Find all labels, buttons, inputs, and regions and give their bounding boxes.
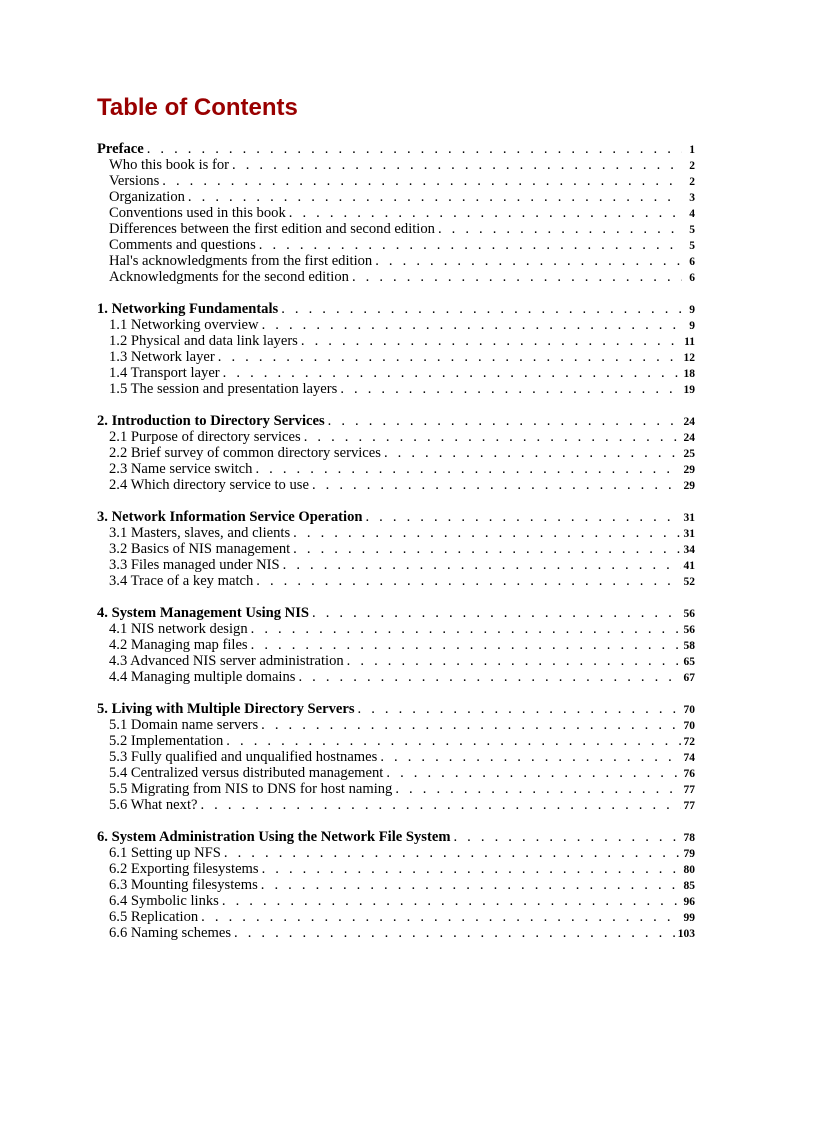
toc-entry-title: 2.1 Purpose of directory services bbox=[109, 429, 301, 445]
toc-section-link[interactable] bbox=[97, 157, 695, 173]
toc-page-number: 19 bbox=[683, 384, 695, 396]
dot-leader bbox=[188, 189, 682, 205]
toc-page-number: 52 bbox=[683, 576, 695, 588]
toc-entry-title: 1.3 Network layer bbox=[109, 349, 215, 365]
toc-page-number: 11 bbox=[684, 336, 695, 348]
toc-entry-title: 2.4 Which directory service to use bbox=[109, 477, 309, 493]
toc-section-link[interactable] bbox=[97, 189, 695, 205]
dot-leader bbox=[281, 301, 682, 317]
toc-section-link[interactable] bbox=[97, 877, 695, 893]
dot-leader bbox=[328, 413, 681, 429]
toc-entry-title: 2.2 Brief survey of common directory services bbox=[109, 445, 381, 461]
toc-section-link[interactable] bbox=[97, 653, 695, 669]
toc-entry-title: 6.1 Setting up NFS bbox=[109, 845, 221, 861]
toc-page-number: 2 bbox=[689, 160, 695, 172]
toc-page-number: 29 bbox=[683, 464, 695, 476]
toc-section-link[interactable] bbox=[97, 733, 695, 749]
toc-entry-title: 5. Living with Multiple Directory Servers bbox=[97, 701, 355, 717]
toc-page-number: 2 bbox=[689, 176, 695, 188]
toc-entry-title: 1.2 Physical and data link layers bbox=[109, 333, 298, 349]
toc-section-link[interactable] bbox=[97, 269, 695, 285]
toc-entry-title: 5.6 What next? bbox=[109, 797, 198, 813]
toc-entry-title: 4.4 Managing multiple domains bbox=[109, 669, 296, 685]
toc-entry-title: Versions bbox=[109, 173, 160, 189]
toc-entry-title: 4.3 Advanced NIS server administration bbox=[109, 653, 344, 669]
toc-section-link[interactable] bbox=[97, 205, 695, 221]
toc-section-link[interactable] bbox=[97, 637, 695, 653]
dot-leader bbox=[224, 845, 681, 861]
dot-leader bbox=[262, 317, 682, 333]
toc-section bbox=[97, 701, 695, 813]
toc-page-number: 79 bbox=[683, 848, 695, 860]
toc-entry-title: 5.3 Fully qualified and unqualified hostnames bbox=[109, 749, 378, 765]
toc-section-link[interactable] bbox=[97, 429, 695, 445]
toc-section-link[interactable] bbox=[97, 893, 695, 909]
dot-leader bbox=[375, 253, 682, 269]
toc-page-number: 12 bbox=[683, 352, 695, 364]
dot-leader bbox=[358, 701, 681, 717]
toc-entry-title: 2.3 Name service switch bbox=[109, 461, 253, 477]
toc-page-number: 41 bbox=[683, 560, 695, 572]
toc-page-number: 4 bbox=[689, 208, 695, 220]
dot-leader bbox=[222, 893, 681, 909]
toc-page-number: 78 bbox=[683, 832, 695, 844]
toc-entry-title: 5.5 Migrating from NIS to DNS for host naming bbox=[109, 781, 393, 797]
dot-leader bbox=[262, 861, 681, 877]
toc-section-link[interactable] bbox=[97, 445, 695, 461]
toc-page-number: 5 bbox=[689, 240, 695, 252]
dot-leader bbox=[365, 509, 680, 525]
toc-section-link[interactable] bbox=[97, 333, 695, 349]
toc-section-link[interactable] bbox=[97, 381, 695, 397]
toc-entry-title: 1.1 Networking overview bbox=[109, 317, 259, 333]
toc-page-number: 74 bbox=[683, 752, 695, 764]
toc-entry-title: 5.1 Domain name servers bbox=[109, 717, 259, 733]
dot-leader bbox=[259, 237, 682, 253]
dot-leader bbox=[251, 621, 681, 637]
dot-leader bbox=[380, 749, 680, 765]
toc-section bbox=[97, 301, 695, 397]
toc-section-link[interactable] bbox=[97, 221, 695, 237]
toc-page-number: 76 bbox=[683, 768, 695, 780]
dot-leader bbox=[261, 877, 681, 893]
toc-page-number: 65 bbox=[683, 656, 695, 668]
toc-entry-title: 3.4 Trace of a key match bbox=[109, 573, 254, 589]
toc-section bbox=[97, 605, 695, 685]
dot-leader bbox=[256, 573, 680, 589]
toc-chapter-link[interactable] bbox=[97, 413, 695, 429]
dot-leader bbox=[301, 333, 681, 349]
toc-page-number: 31 bbox=[683, 528, 695, 540]
toc-page-number: 5 bbox=[689, 224, 695, 236]
toc-page-number: 6 bbox=[689, 272, 695, 284]
toc-page-number: 99 bbox=[683, 912, 695, 924]
toc-page-number: 25 bbox=[683, 448, 695, 460]
dot-leader bbox=[234, 925, 675, 941]
toc-entry-title: 1.4 Transport layer bbox=[109, 365, 220, 381]
page-title: Table of Contents bbox=[97, 94, 298, 121]
dot-leader bbox=[223, 365, 681, 381]
toc-section-link[interactable] bbox=[97, 925, 695, 941]
toc-page-number: 85 bbox=[683, 880, 695, 892]
toc-chapter-link[interactable] bbox=[97, 701, 695, 717]
dot-leader bbox=[255, 461, 680, 477]
dot-leader bbox=[304, 429, 681, 445]
toc-entry-title: Comments and questions bbox=[109, 237, 256, 253]
toc-page bbox=[97, 94, 695, 957]
toc-section-link[interactable] bbox=[97, 845, 695, 861]
dot-leader bbox=[293, 541, 680, 557]
toc-list bbox=[97, 141, 695, 941]
toc-section-link[interactable] bbox=[97, 797, 695, 813]
toc-page-number: 58 bbox=[683, 640, 695, 652]
dot-leader bbox=[251, 637, 681, 653]
toc-entry-title: Differences between the first edition and second edition bbox=[109, 221, 435, 237]
toc-page-number: 80 bbox=[683, 864, 695, 876]
toc-page-number: 24 bbox=[683, 416, 695, 428]
toc-section-link[interactable] bbox=[97, 173, 695, 189]
toc-section-link[interactable] bbox=[97, 749, 695, 765]
toc-entry-title: 6.3 Mounting filesystems bbox=[109, 877, 258, 893]
toc-page-number: 9 bbox=[689, 320, 695, 332]
toc-page-number: 3 bbox=[689, 192, 695, 204]
toc-section-link[interactable] bbox=[97, 765, 695, 781]
toc-section-link[interactable] bbox=[97, 861, 695, 877]
toc-entry-title: Conventions used in this book bbox=[109, 205, 286, 221]
toc-entry-title: 4.2 Managing map files bbox=[109, 637, 248, 653]
toc-entry-title: 5.4 Centralized versus distributed management bbox=[109, 765, 384, 781]
toc-entry-title: 2. Introduction to Directory Services bbox=[97, 413, 325, 429]
toc-entry-title: 4. System Management Using NIS bbox=[97, 605, 310, 621]
toc-entry-title: 1.5 The session and presentation layers bbox=[109, 381, 338, 397]
toc-section bbox=[97, 141, 695, 285]
toc-page-number: 6 bbox=[689, 256, 695, 268]
toc-section-link[interactable] bbox=[97, 909, 695, 925]
toc-entry-title: Organization bbox=[109, 189, 185, 205]
toc-page-number: 77 bbox=[683, 800, 695, 812]
toc-entry-title: Acknowledgments for the second edition bbox=[109, 269, 349, 285]
dot-leader bbox=[347, 653, 681, 669]
dot-leader bbox=[162, 173, 682, 189]
toc-section-link[interactable] bbox=[97, 525, 695, 541]
toc-page-number: 67 bbox=[683, 672, 695, 684]
toc-section-link[interactable] bbox=[97, 669, 695, 685]
toc-page-number: 29 bbox=[683, 480, 695, 492]
toc-entry-title: Who this book is for bbox=[109, 157, 229, 173]
dot-leader bbox=[438, 221, 682, 237]
toc-section bbox=[97, 509, 695, 589]
toc-section-link[interactable] bbox=[97, 621, 695, 637]
toc-page-number: 18 bbox=[683, 368, 695, 380]
toc-section-link[interactable] bbox=[97, 365, 695, 381]
toc-chapter-link[interactable] bbox=[97, 141, 695, 157]
toc-section-link[interactable] bbox=[97, 317, 695, 333]
toc-page-number: 56 bbox=[683, 624, 695, 636]
toc-page-number: 70 bbox=[683, 704, 695, 716]
toc-entry-title: 6.5 Replication bbox=[109, 909, 199, 925]
toc-entry-title: 3.1 Masters, slaves, and clients bbox=[109, 525, 291, 541]
toc-entry-title: 4.1 NIS network design bbox=[109, 621, 248, 637]
toc-page-number: 72 bbox=[683, 736, 695, 748]
dot-leader bbox=[395, 781, 680, 797]
toc-section-link[interactable] bbox=[97, 781, 695, 797]
dot-leader bbox=[453, 829, 680, 845]
dot-leader bbox=[384, 445, 681, 461]
dot-leader bbox=[386, 765, 680, 781]
toc-section bbox=[97, 829, 695, 941]
toc-section-link[interactable] bbox=[97, 573, 695, 589]
toc-entry-title: 3. Network Information Service Operation bbox=[97, 509, 363, 525]
toc-page-number: 103 bbox=[677, 928, 695, 940]
toc-entry-title: 6. System Administration Using the Network File System bbox=[97, 829, 451, 845]
toc-section-link[interactable] bbox=[97, 349, 695, 365]
toc-section-link[interactable] bbox=[97, 541, 695, 557]
toc-entry-title: 3.3 Files managed under NIS bbox=[109, 557, 280, 573]
dot-leader bbox=[201, 909, 680, 925]
toc-page-number: 34 bbox=[683, 544, 695, 556]
dot-leader bbox=[283, 557, 681, 573]
toc-page-number: 70 bbox=[683, 720, 695, 732]
dot-leader bbox=[226, 733, 680, 749]
toc-entry-title: 6.4 Symbolic links bbox=[109, 893, 219, 909]
toc-section-link[interactable] bbox=[97, 717, 695, 733]
toc-section-link[interactable] bbox=[97, 253, 695, 269]
toc-entry-title: 6.2 Exporting filesystems bbox=[109, 861, 259, 877]
toc-chapter-link[interactable] bbox=[97, 509, 695, 525]
toc-page-number: 24 bbox=[683, 432, 695, 444]
toc-page-number: 77 bbox=[683, 784, 695, 796]
dot-leader bbox=[293, 525, 680, 541]
toc-chapter-link[interactable] bbox=[97, 605, 695, 621]
toc-section-link[interactable] bbox=[97, 477, 695, 493]
dot-leader bbox=[261, 717, 680, 733]
toc-entry-title: Preface bbox=[97, 141, 144, 157]
dot-leader bbox=[232, 157, 682, 173]
dot-leader bbox=[200, 797, 680, 813]
toc-page-number: 9 bbox=[689, 304, 695, 316]
dot-leader bbox=[218, 349, 681, 365]
toc-entry-title: 5.2 Implementation bbox=[109, 733, 224, 749]
toc-section-link[interactable] bbox=[97, 557, 695, 573]
toc-entry-title: 1. Networking Fundamentals bbox=[97, 301, 279, 317]
dot-leader bbox=[340, 381, 680, 397]
dot-leader bbox=[312, 605, 680, 621]
toc-chapter-link[interactable] bbox=[97, 301, 695, 317]
toc-chapter-link[interactable] bbox=[97, 829, 695, 845]
toc-entry-title: 6.6 Naming schemes bbox=[109, 925, 231, 941]
toc-page-number: 56 bbox=[683, 608, 695, 620]
toc-page-number: 31 bbox=[683, 512, 695, 524]
toc-page-number: 1 bbox=[689, 144, 695, 156]
dot-leader bbox=[147, 141, 682, 157]
toc-section-link[interactable] bbox=[97, 237, 695, 253]
dot-leader bbox=[289, 205, 682, 221]
toc-page-number: 96 bbox=[683, 896, 695, 908]
toc-entry-title: 3.2 Basics of NIS management bbox=[109, 541, 291, 557]
toc-section-link[interactable] bbox=[97, 461, 695, 477]
dot-leader bbox=[352, 269, 682, 285]
dot-leader bbox=[312, 477, 681, 493]
toc-section bbox=[97, 413, 695, 493]
toc-entry-title: Hal's acknowledgments from the first edition bbox=[109, 253, 373, 269]
dot-leader bbox=[298, 669, 680, 685]
